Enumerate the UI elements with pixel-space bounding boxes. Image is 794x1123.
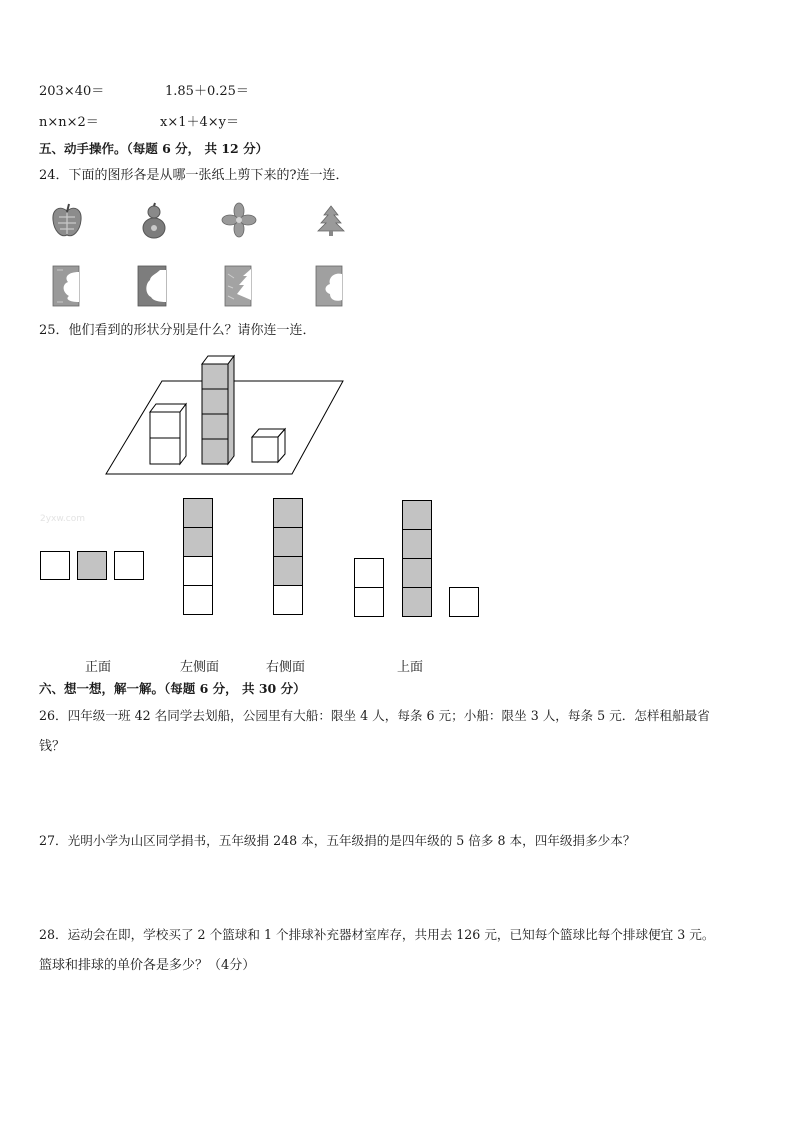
question-28-line-1: 28．运动会在即，学校买了 2 个篮球和 1 个排球补充器材室库存，共用去 126 元，已知每个篮球比每个排球便宜 3 元。 (39, 927, 715, 942)
question-25: 25．他们看到的形状分别是什么？请你连一连． (39, 323, 316, 338)
cube-scene (100, 350, 350, 480)
label-front: 正面 (85, 660, 112, 675)
watermark: 2yxw.com (40, 514, 85, 524)
left-cube-stack (150, 404, 186, 464)
label-left-side: 左侧面 (180, 660, 220, 675)
calc-3: n×n×2＝ (39, 115, 99, 130)
label-right-side: 右侧面 (266, 660, 306, 675)
cutout-paper-1 (53, 266, 79, 306)
cutout-paper-2 (138, 266, 166, 306)
flower-icon (222, 203, 256, 237)
calc-4: x×1＋4×y＝ (160, 115, 240, 130)
gourd-icon (139, 203, 169, 239)
question-26-line-1: 26．四年级一班 42 名同学去划船，公园里有大船：限坐 4 人，每条 6 元；小船：限坐 3 人，每条 5 元．怎样租船最省 (39, 708, 710, 723)
tree-icon (316, 205, 346, 237)
calc-2: 1.85＋0.25＝ (165, 84, 249, 99)
question-27: 27．光明小学为山区同学捐书，五年级捐 248 本，五年级捐的是四年级的 5 倍多 8 本，四年级捐多少本？ (39, 833, 636, 848)
single-cube (252, 429, 285, 462)
section-6-heading: 六、想一想，解一解。（每题 6 分， 共 30 分） (39, 681, 306, 696)
calc-1: 203×40＝ (39, 84, 105, 99)
cutout-paper-4 (316, 266, 342, 306)
cutout-paper-3 (225, 266, 251, 306)
apple-icon (50, 203, 84, 239)
tall-cube-stack (202, 356, 234, 464)
label-top: 上面 (397, 660, 424, 675)
section-5-heading: 五、动手操作。（每题 6 分， 共 12 分） (39, 141, 269, 156)
question-28-line-2: 篮球和排球的单价各是多少？（4分） (39, 958, 256, 973)
question-26-line-2: 钱？ (39, 739, 66, 754)
question-24: 24．下面的图形各是从哪一张纸上剪下来的?连一连． (39, 168, 349, 183)
